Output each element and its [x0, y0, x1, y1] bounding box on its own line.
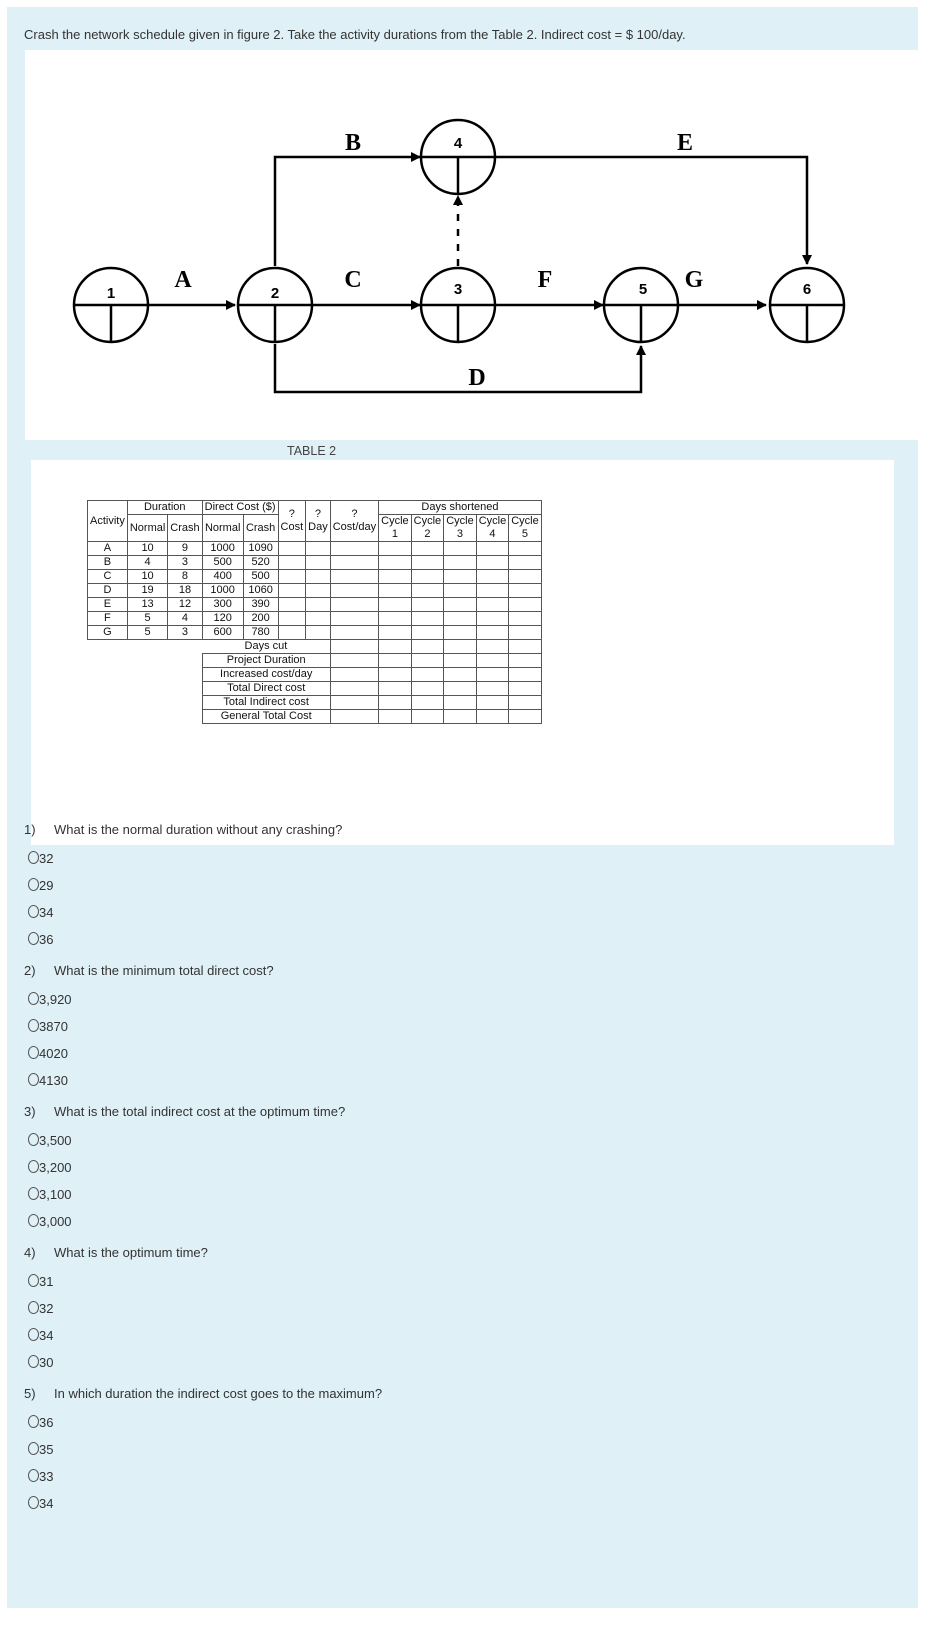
duration-crash-header: Crash	[168, 515, 202, 542]
cycle-header	[411, 515, 444, 542]
option-label: 33	[39, 1469, 54, 1484]
cycle-cell	[509, 640, 542, 654]
summary-spacer	[88, 696, 203, 710]
cycle-cell	[379, 710, 412, 724]
question-number: 2)	[24, 963, 36, 978]
node-1	[74, 268, 148, 342]
cycle-label: Cycle	[413, 515, 442, 527]
summary-label: Days cut	[244, 640, 288, 652]
cycle-cell	[509, 626, 542, 640]
answer-option[interactable]	[28, 1328, 53, 1343]
activity-cell: G	[88, 626, 128, 640]
duration-normal-cell: 5	[127, 626, 167, 640]
summary-row	[88, 640, 542, 654]
duration-crash-cell: 12	[168, 598, 202, 612]
cycle-cell	[476, 598, 509, 612]
cost-normal-cell: 400	[202, 570, 243, 584]
cycle-cell	[476, 654, 509, 668]
cycle-cell	[444, 696, 477, 710]
cycle-cell	[379, 570, 412, 584]
cycle-label: Cycle	[511, 515, 539, 527]
cycle-cell	[411, 542, 444, 556]
cycle-cell	[509, 668, 542, 682]
cycle-cell	[444, 626, 477, 640]
cost-day-cell	[330, 542, 378, 556]
cost-day-cell	[330, 570, 378, 584]
duration-normal-cell: 19	[127, 584, 167, 598]
cycle-cell	[379, 696, 412, 710]
cycle-cell	[444, 668, 477, 682]
intro-text: Crash the network schedule given in figure 2. Take the activity durations from the Table 2. Indirect cost = $ 100/day.	[24, 27, 686, 42]
answer-option[interactable]	[28, 1073, 68, 1088]
cycle-cell	[444, 542, 477, 556]
duration-normal-cell: 10	[127, 542, 167, 556]
duration-crash-cell: 18	[168, 584, 202, 598]
table-row	[88, 598, 542, 612]
cycle-cell	[379, 556, 412, 570]
cycle-label: Cycle	[478, 515, 507, 527]
cycle-cell	[476, 626, 509, 640]
question-text: What is the total indirect cost at the optimum time?	[54, 1104, 346, 1119]
cost-crash-cell: 1090	[243, 542, 278, 556]
question-number: 4)	[24, 1245, 36, 1260]
table-row	[88, 612, 542, 626]
option-label: 30	[39, 1355, 54, 1370]
answer-option[interactable]	[28, 1046, 68, 1061]
cycle-cell	[379, 626, 412, 640]
day-cell	[306, 612, 331, 626]
question-text: In which duration the indirect cost goes to the maximum?	[54, 1386, 383, 1401]
activity-e-label: E	[676, 130, 694, 156]
option-label: 35	[39, 1442, 54, 1457]
answer-option[interactable]	[28, 1274, 53, 1289]
cycle-cell	[411, 710, 444, 724]
cycle-cell	[444, 612, 477, 626]
cost-normal-cell: 300	[202, 598, 243, 612]
summary-value-cell	[330, 710, 378, 724]
radio-icon[interactable]	[28, 1442, 39, 1455]
cycle-cell	[411, 598, 444, 612]
cost-cell	[278, 598, 306, 612]
question-4	[24, 1245, 208, 1260]
answer-option[interactable]	[28, 1019, 68, 1034]
activity-cell: F	[88, 612, 128, 626]
direct-cost-header: Direct Cost ($)	[202, 501, 278, 515]
answer-option[interactable]	[28, 878, 53, 893]
summary-row	[88, 696, 542, 710]
cycle-cell	[476, 668, 509, 682]
radio-icon[interactable]	[28, 1355, 39, 1368]
table-row	[88, 570, 542, 584]
question-number: 3)	[24, 1104, 36, 1119]
cycle-cell	[411, 682, 444, 696]
answer-option[interactable]	[28, 932, 53, 947]
option-label: 34	[39, 905, 54, 920]
option-label: 34	[39, 1496, 54, 1511]
activity-f-label: F	[537, 267, 553, 293]
cycle-number: 1	[391, 528, 398, 540]
radio-icon[interactable]	[28, 1328, 39, 1341]
duration-crash-cell: 4	[168, 612, 202, 626]
cost-normal-cell: 1000	[202, 542, 243, 556]
cycle-cell	[444, 654, 477, 668]
cycle-header	[379, 515, 412, 542]
cycle-header	[509, 515, 542, 542]
summary-spacer	[88, 710, 203, 724]
cost-header	[278, 501, 306, 542]
day-cell	[306, 598, 331, 612]
cycle-number: 5	[521, 528, 529, 540]
day-header	[306, 501, 331, 542]
option-label: 3,000	[39, 1214, 72, 1229]
cycle-cell	[411, 626, 444, 640]
table-caption: TABLE 2	[287, 444, 337, 458]
cost-crash-cell: 390	[243, 598, 278, 612]
answer-option[interactable]	[28, 992, 72, 1007]
node-4-label: 4	[453, 135, 463, 152]
node-2-label: 2	[270, 285, 280, 302]
radio-icon[interactable]	[28, 1133, 39, 1146]
node-3	[421, 268, 495, 342]
cycle-cell	[444, 556, 477, 570]
summary-value-cell	[330, 696, 378, 710]
table-header-row	[88, 501, 542, 515]
cycle-cell	[509, 556, 542, 570]
cycle-cell	[476, 640, 509, 654]
summary-value-cell	[330, 668, 378, 682]
cycle-cell	[444, 640, 477, 654]
cycle-header	[476, 515, 509, 542]
table-row	[88, 556, 542, 570]
cycle-cell	[476, 584, 509, 598]
cycle-cell	[411, 612, 444, 626]
radio-icon[interactable]	[28, 992, 39, 1005]
answer-option[interactable]	[28, 1160, 72, 1175]
radio-icon[interactable]	[28, 905, 39, 918]
summary-row	[88, 668, 542, 682]
cycle-cell	[476, 556, 509, 570]
cycle-number: 3	[456, 528, 463, 540]
answer-option[interactable]	[28, 1496, 53, 1511]
network-diagram	[25, 50, 918, 440]
cost-cell	[278, 626, 306, 640]
days-shortened-header: Days shortened	[379, 501, 542, 515]
cost-crash-header: Crash	[243, 515, 278, 542]
cycle-cell	[379, 640, 412, 654]
cost-day-label: Cost/day	[332, 521, 377, 533]
cycle-cell	[509, 682, 542, 696]
node-3-label: 3	[453, 281, 463, 298]
option-label: 4020	[39, 1046, 68, 1061]
summary-value-cell	[330, 654, 378, 668]
summary-label: Total Direct cost	[202, 682, 330, 696]
arrow-b	[275, 157, 420, 266]
answer-option[interactable]	[28, 1133, 72, 1148]
cycle-label: Cycle	[381, 515, 409, 527]
question-number: 5)	[24, 1386, 36, 1401]
cycle-cell	[476, 542, 509, 556]
radio-icon[interactable]	[28, 1496, 39, 1509]
question-text: What is the minimum total direct cost?	[54, 963, 274, 978]
network-figure	[25, 50, 918, 440]
node-6-label: 6	[802, 281, 812, 298]
summary-label: General Total Cost	[202, 710, 330, 724]
cost-normal-cell: 500	[202, 556, 243, 570]
radio-icon[interactable]	[28, 1073, 39, 1086]
answer-option[interactable]	[28, 1187, 72, 1202]
activity-cell: B	[88, 556, 128, 570]
cycle-cell	[509, 710, 542, 724]
radio-icon[interactable]	[28, 1046, 39, 1059]
option-label: 3,100	[39, 1187, 72, 1202]
cost-normal-cell: 1000	[202, 584, 243, 598]
cost-day-cell	[330, 598, 378, 612]
day-cell	[306, 542, 331, 556]
node-1-label: 1	[106, 285, 116, 302]
question-text: What is the optimum time?	[54, 1245, 208, 1260]
duration-crash-cell: 9	[168, 542, 202, 556]
table-row	[88, 542, 542, 556]
answer-option[interactable]	[28, 1415, 53, 1430]
answer-option[interactable]	[28, 1214, 72, 1229]
activity-cell: A	[88, 542, 128, 556]
cost-cell	[278, 556, 306, 570]
cycle-cell	[509, 542, 542, 556]
cost-crash-cell: 780	[243, 626, 278, 640]
table-container	[31, 460, 894, 845]
option-label: 3870	[39, 1019, 68, 1034]
activity-d-label: D	[468, 365, 486, 391]
cycle-cell	[411, 584, 444, 598]
cost-day-cell	[330, 612, 378, 626]
answer-option[interactable]	[28, 1442, 53, 1457]
summary-value-cell	[330, 640, 378, 654]
table-row	[88, 626, 542, 640]
cycle-cell	[379, 598, 412, 612]
cycle-cell	[411, 668, 444, 682]
summary-label: Project Duration	[202, 654, 330, 668]
activity-a-label: A	[174, 267, 192, 293]
radio-icon[interactable]	[28, 1160, 39, 1173]
option-label: 34	[39, 1328, 54, 1343]
option-label: 36	[39, 1415, 54, 1430]
question-2	[24, 963, 274, 978]
option-label: 32	[39, 1301, 54, 1316]
radio-icon[interactable]	[28, 1301, 39, 1314]
option-label: 3,200	[39, 1160, 72, 1175]
radio-icon[interactable]	[28, 1415, 39, 1428]
cost-crash-cell: 500	[243, 570, 278, 584]
cycle-cell	[509, 598, 542, 612]
cycle-cell	[379, 612, 412, 626]
cycle-cell	[411, 654, 444, 668]
summary-spacer	[88, 654, 203, 668]
day-label: Day	[308, 521, 328, 533]
summary-row	[88, 682, 542, 696]
question-3	[24, 1104, 345, 1119]
duration-normal-cell: 10	[127, 570, 167, 584]
cycle-cell	[509, 584, 542, 598]
activity-c-label: C	[344, 267, 362, 293]
cost-cell	[278, 570, 306, 584]
option-label: 4130	[39, 1073, 68, 1088]
answer-option[interactable]	[28, 851, 53, 866]
cycle-cell	[444, 584, 477, 598]
radio-icon[interactable]	[28, 1214, 39, 1227]
day-cell	[306, 626, 331, 640]
cost-crash-cell: 200	[243, 612, 278, 626]
arrow-d	[275, 344, 641, 392]
radio-icon[interactable]	[28, 878, 39, 891]
cycle-cell	[509, 612, 542, 626]
cycle-cell	[444, 598, 477, 612]
answer-option[interactable]	[28, 1469, 53, 1484]
cycle-cell	[476, 710, 509, 724]
node-6	[770, 268, 844, 342]
cost-normal-cell: 120	[202, 612, 243, 626]
answer-option[interactable]	[28, 1301, 53, 1316]
cost-day-cell	[330, 626, 378, 640]
cost-crash-cell: 520	[243, 556, 278, 570]
answer-option[interactable]	[28, 1355, 53, 1370]
cost-day-question: ?	[351, 508, 358, 520]
cost-question: ?	[288, 508, 295, 520]
cycle-cell	[509, 696, 542, 710]
activity-cell: D	[88, 584, 128, 598]
cycle-number: 4	[489, 528, 496, 540]
question-5	[24, 1386, 382, 1401]
cycle-cell	[411, 640, 444, 654]
duration-normal-cell: 13	[127, 598, 167, 612]
question-1	[24, 822, 342, 837]
cycle-cell	[411, 570, 444, 584]
cost-crash-cell: 1060	[243, 584, 278, 598]
cycle-cell	[476, 682, 509, 696]
radio-icon[interactable]	[28, 1187, 39, 1200]
duration-header: Duration	[127, 501, 202, 515]
cycle-cell	[379, 584, 412, 598]
summary-spacer	[88, 682, 203, 696]
cycle-cell	[379, 682, 412, 696]
option-label: 36	[39, 932, 54, 947]
day-question: ?	[314, 508, 322, 520]
activity-b-label: B	[344, 130, 362, 156]
cycle-cell	[444, 570, 477, 584]
day-cell	[306, 584, 331, 598]
summary-label: Total Indirect cost	[202, 696, 330, 710]
summary-row	[88, 654, 542, 668]
cost-day-cell	[330, 556, 378, 570]
arrow-e	[496, 157, 807, 264]
summary-row	[88, 710, 542, 724]
option-label: 3,920	[39, 992, 72, 1007]
duration-crash-cell: 8	[168, 570, 202, 584]
radio-icon[interactable]	[28, 1274, 39, 1287]
cycle-cell	[444, 682, 477, 696]
option-label: 3,500	[39, 1133, 72, 1148]
cost-cell	[278, 584, 306, 598]
cycle-label: Cycle	[446, 515, 474, 527]
activity-cell: E	[88, 598, 128, 612]
duration-crash-cell: 3	[168, 626, 202, 640]
cycle-cell	[379, 668, 412, 682]
answer-option[interactable]	[28, 905, 53, 920]
cycle-cell	[476, 570, 509, 584]
cost-normal-cell: 600	[202, 626, 243, 640]
radio-icon[interactable]	[28, 932, 39, 945]
radio-icon[interactable]	[28, 1469, 39, 1482]
duration-normal-cell: 4	[127, 556, 167, 570]
cycle-cell	[476, 696, 509, 710]
option-label: 32	[39, 851, 54, 866]
summary-value-cell	[330, 682, 378, 696]
node-5-label: 5	[638, 281, 648, 298]
cycle-number: 2	[424, 528, 431, 540]
question-number: 1)	[24, 822, 36, 837]
cycle-cell	[509, 570, 542, 584]
summary-spacer	[88, 640, 203, 654]
cycle-cell	[509, 654, 542, 668]
cost-normal-header: Normal	[202, 515, 243, 542]
crash-table	[87, 500, 542, 724]
node-5	[604, 268, 678, 342]
cycle-cell	[379, 654, 412, 668]
cost-day-cell	[330, 584, 378, 598]
cycle-cell	[444, 710, 477, 724]
cost-cell	[278, 542, 306, 556]
activity-cell: C	[88, 570, 128, 584]
node-4	[421, 120, 495, 194]
cost-label: Cost	[280, 521, 304, 533]
option-label: 29	[39, 878, 54, 893]
cycle-cell	[411, 696, 444, 710]
cost-cell	[278, 612, 306, 626]
cycle-header	[444, 515, 477, 542]
activity-header: Activity	[88, 501, 128, 542]
duration-crash-cell: 3	[168, 556, 202, 570]
duration-normal-cell: 5	[127, 612, 167, 626]
table-row	[88, 584, 542, 598]
day-cell	[306, 570, 331, 584]
option-label: 31	[39, 1274, 54, 1289]
activity-g-label: G	[684, 267, 704, 293]
cost-day-header	[330, 501, 378, 542]
radio-icon[interactable]	[28, 851, 39, 864]
node-2	[238, 268, 312, 342]
cycle-cell	[411, 556, 444, 570]
radio-icon[interactable]	[28, 1019, 39, 1032]
cycle-cell	[476, 612, 509, 626]
duration-normal-header: Normal	[127, 515, 167, 542]
day-cell	[306, 556, 331, 570]
summary-spacer	[88, 668, 203, 682]
cycle-cell	[379, 542, 412, 556]
question-text: What is the normal duration without any crashing?	[54, 822, 343, 837]
summary-label: Increased cost/day	[202, 668, 330, 682]
